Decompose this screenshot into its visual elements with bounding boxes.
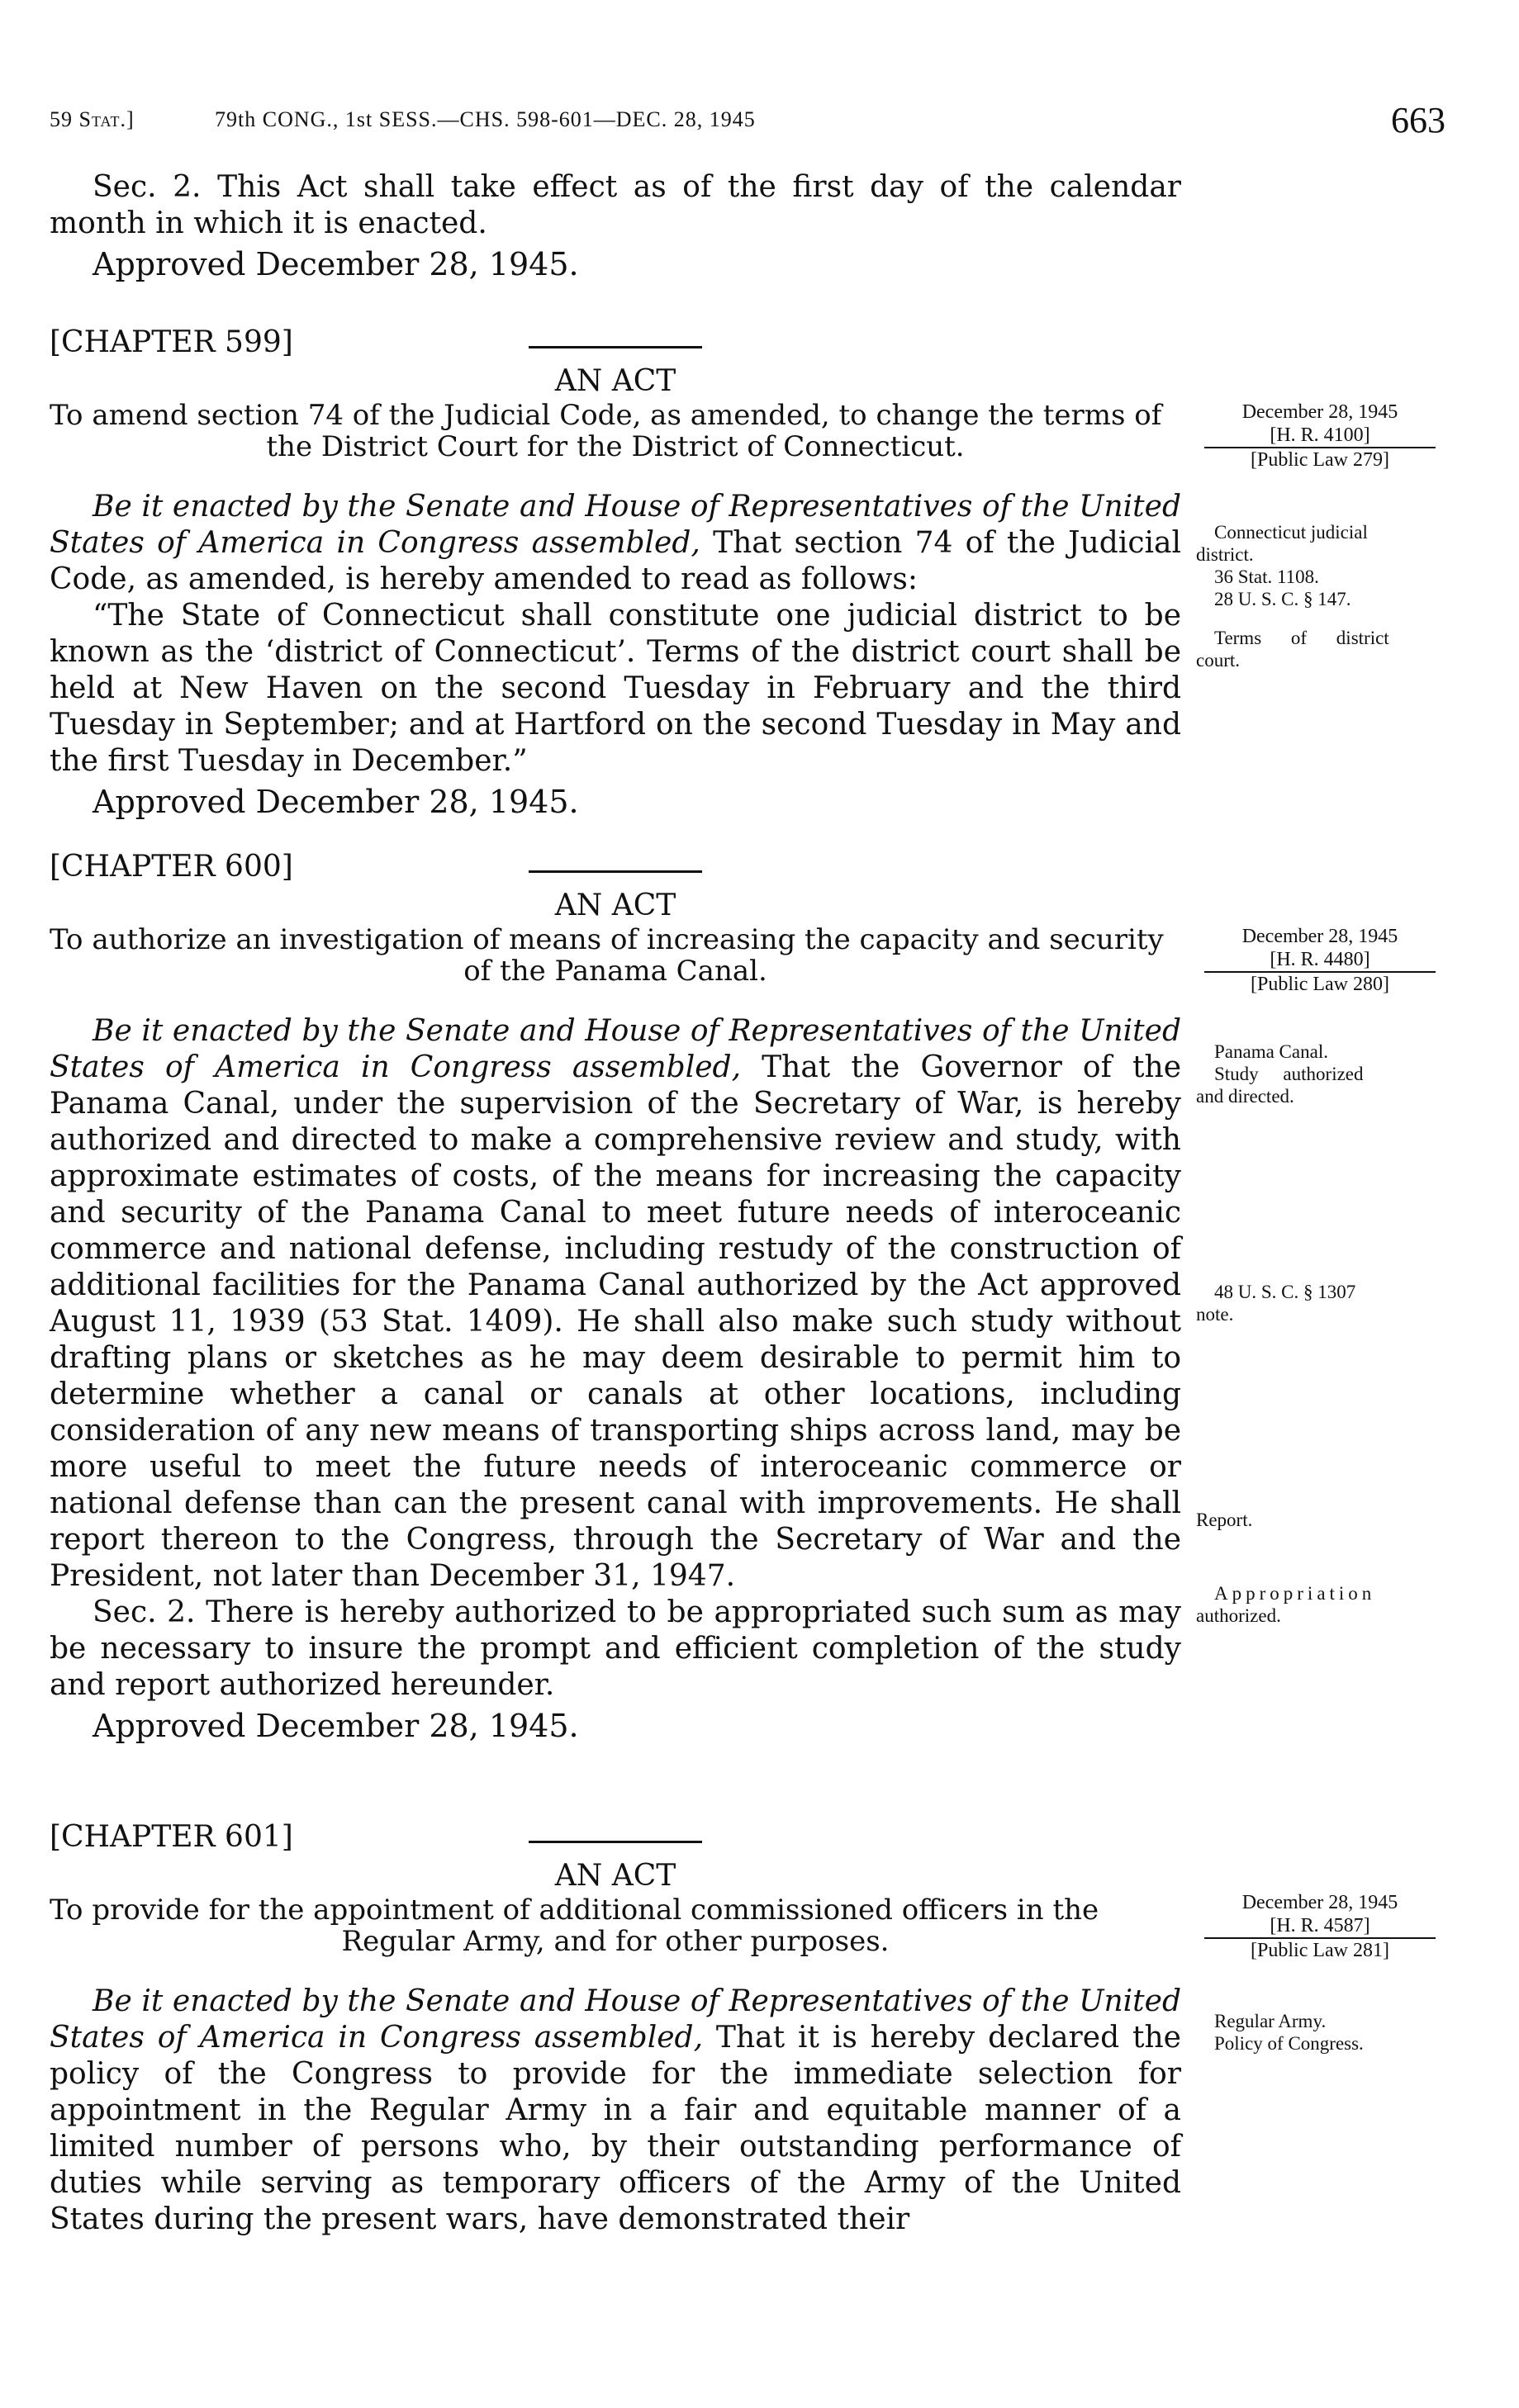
margin-note-citation: 36 Stat. 1108.	[1214, 566, 1319, 587]
congress-session-line: 79th CONG., 1st SESS.—CHS. 598-601—DEC. 28, 1945	[215, 107, 756, 131]
date-block	[1196, 925, 1444, 996]
chapter-601	[50, 1821, 1181, 2238]
margin-note-line: note.	[1196, 1304, 1234, 1325]
separator-rule	[529, 346, 702, 348]
margin-note-line: Study authorized	[1214, 1064, 1364, 1084]
enacting-text: That section 74 of the Judicial Code, as amended, is hereby amended to read as follows:	[50, 526, 1181, 596]
margin-note-judicial-district	[1196, 521, 1444, 610]
enacting-formula: Be it enacted by the Senate and House of Representatives of the United States of America in Congress assembled,	[50, 1984, 1181, 2055]
enactment-date: December 28, 1945	[1241, 926, 1398, 947]
margin-note-citation: 48 U. S. C. § 1307	[1214, 1282, 1356, 1302]
date-block	[1196, 1891, 1444, 1962]
quoted-provision: “The State of Connecticut shall constitute one judicial district to be known as the ‘district of Connecticut’. Terms of the district court shall be held at New Haven on the second Tuesday in February and the third Tuesday in September; and at Hartford on the second Tuesday in May and the first Tuesday in December.”	[50, 599, 1181, 778]
chapter-heading: [CHAPTER 600]	[50, 850, 293, 884]
page-number: 663	[1391, 100, 1445, 140]
margin-note-line: Terms of district	[1214, 628, 1389, 648]
margin-note-line: authorized.	[1196, 1605, 1281, 1626]
margin-note-terms	[1196, 627, 1444, 671]
an-act-heading: AN ACT	[554, 889, 676, 922]
margin-note-line: Panama Canal.	[1214, 1041, 1328, 1062]
margin-note-report	[1196, 1509, 1444, 1531]
margin-note-line: Appropriation	[1214, 1583, 1376, 1604]
enacting-clause	[50, 1984, 1181, 2238]
enacting-clause	[50, 489, 1181, 598]
chapter-600-margin	[1196, 925, 1444, 1627]
margin-note-line: court.	[1196, 650, 1241, 671]
act-title-line-1: To amend section 74 of the Judicial Code, as amended, to change the terms of	[50, 399, 1162, 432]
date-block	[1196, 401, 1444, 472]
enacting-clause	[50, 1013, 1181, 1595]
an-act-heading: AN ACT	[554, 1859, 676, 1893]
margin-note-line: and directed.	[1196, 1086, 1294, 1107]
separator-rule	[529, 870, 702, 873]
approval-line: Approved December 28, 1945.	[93, 246, 579, 282]
approval-line: Approved December 28, 1945.	[93, 1708, 579, 1744]
running-header	[50, 99, 1445, 149]
act-title	[50, 1894, 1181, 1957]
act-title-line-2: of the Panama Canal.	[463, 955, 767, 988]
act-title-line-1: To authorize an investigation of means of increasing the capacity and security	[50, 923, 1164, 956]
margin-note-citation: 28 U. S. C. § 147.	[1214, 589, 1351, 609]
public-law-number: [Public Law 281]	[1251, 1940, 1389, 1961]
chapter-heading: [CHAPTER 599]	[50, 325, 293, 359]
enacting-text: That it is hereby declared the policy of the Congress to provide for the immediate selection for appointment in the Regular Army in a fair and equitable manner of a limited number of persons who, by their outstanding performance of duties while serving as temporary officers of the Army of the United States during the present wars, have demonstrated their	[50, 2021, 1181, 2236]
carryover-section	[50, 169, 1181, 283]
chapter-599	[50, 326, 1181, 821]
chapter-601-margin	[1196, 1891, 1444, 2055]
approval-line: Approved December 28, 1945.	[93, 784, 579, 820]
enacting-formula: Be it enacted by the Senate and House of Representatives of the United States of America in Congress assembled,	[50, 490, 1181, 560]
chapter-599-margin	[1196, 401, 1444, 671]
act-title-line-2: the District Court for the District of Connecticut.	[266, 430, 965, 463]
an-act-heading: AN ACT	[554, 364, 676, 398]
act-title-line-2: Regular Army, and for other purposes.	[341, 1925, 890, 1958]
bill-number: [H. R. 4100]	[1204, 424, 1436, 448]
public-law-number: [Public Law 279]	[1251, 449, 1389, 471]
margin-note-line: Report.	[1196, 1510, 1253, 1530]
margin-note-line: district.	[1196, 544, 1254, 565]
chapter-600	[50, 851, 1181, 1745]
chapter-heading: [CHAPTER 601]	[50, 1820, 293, 1854]
enactment-date: December 28, 1945	[1241, 401, 1398, 423]
act-title	[50, 924, 1181, 987]
margin-note-line: Regular Army.	[1214, 2011, 1327, 2031]
bill-number: [H. R. 4480]	[1204, 948, 1436, 973]
margin-note-line: Policy of Congress.	[1214, 2033, 1364, 2054]
stat-volume: 59 Stat.]	[50, 107, 135, 131]
enactment-date: December 28, 1945	[1241, 1892, 1398, 1913]
margin-note-usc	[1196, 1281, 1444, 1325]
margin-note-appropriation	[1196, 1582, 1444, 1627]
margin-note-panama-canal	[1196, 1040, 1444, 1107]
section-2-text: Sec. 2. This Act shall take effect as of the first day of the calendar month in which it is enacted.	[50, 170, 1181, 240]
act-title-line-1: To provide for the appointment of additional commissioned officers in the	[50, 1894, 1099, 1927]
public-law-number: [Public Law 280]	[1251, 974, 1389, 995]
margin-note-regular-army	[1196, 2010, 1444, 2055]
section-2-text: Sec. 2. There is hereby authorized to be appropriated such sum as may be necessary to insure the prompt and efficient completion of the study and report authorized hereunder.	[50, 1595, 1181, 1702]
separator-rule	[529, 1841, 702, 1843]
act-title	[50, 400, 1181, 462]
enacting-text: That the Governor of the Panama Canal, under the supervision of the Secretary of War, is hereby authorized and directed to make a comprehensive review and study, with approximate estimates of costs, of the means for increasing the capacity and security of the Panama Canal to meet future needs of interoceanic commerce and national defense, including restudy of the construction of additional facilities for the Panama Canal authorized by the Act approved August 11, 1939 (53 Stat. 1409). He shall also make such study without drafting plans or sketches as he may deem desirable to permit him to determine whether a canal or canals at other locations, including consideration of any new means of transporting ships across land, may be more useful to meet the future needs of interoceanic commerce or national defense than can the present canal with improvements. He shall report thereon to the Congress, through the Secretary of War and the President, not later than December 31, 1947.	[50, 1050, 1182, 1593]
margin-note-line: Connecticut judicial	[1214, 522, 1368, 543]
bill-number: [H. R. 4587]	[1204, 1914, 1436, 1939]
enacting-formula: Be it enacted by the Senate and House of Representatives of the United States of America in Congress assembled,	[50, 1014, 1181, 1084]
